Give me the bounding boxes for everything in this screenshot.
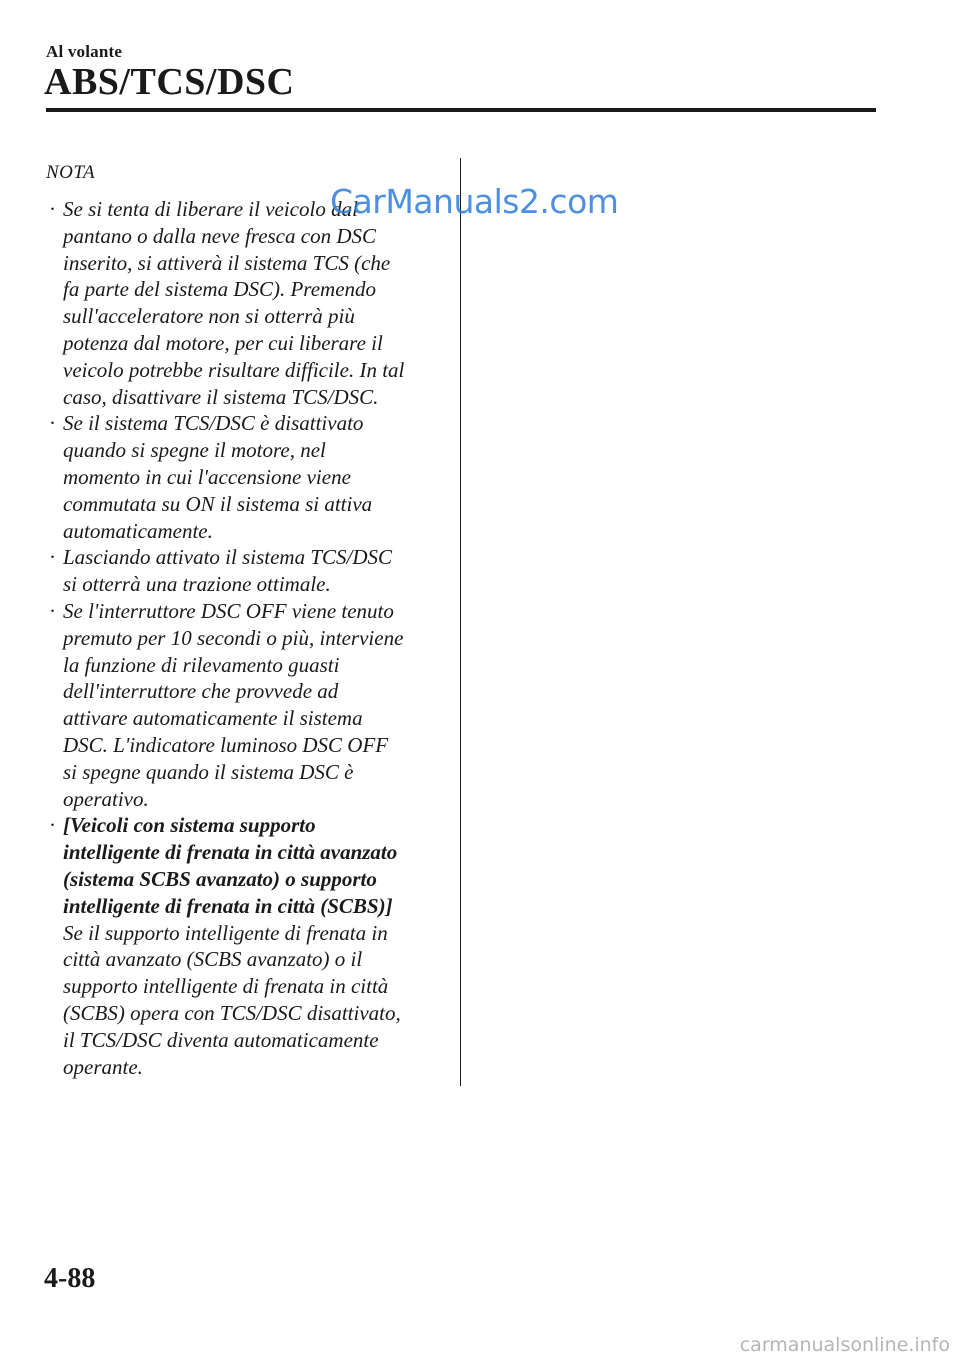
note-line: dell'interruttore che provvede ad — [63, 679, 339, 704]
note-item — [46, 196, 446, 410]
note-line-bold: [Veicoli con sistema supporto — [63, 813, 316, 838]
note-line: Se il sistema TCS/DSC è disattivato — [63, 411, 364, 436]
note-line: veicolo potrebbe risultare difficile. In tal — [63, 357, 405, 382]
column-divider — [460, 158, 461, 1086]
note-line: premuto per 10 secondi o più, interviene — [63, 625, 404, 650]
note-item — [46, 598, 446, 812]
bullet-icon: · — [49, 197, 56, 221]
note-line: caso, disattivare il sistema TCS/DSC. — [63, 384, 379, 409]
note-line: inserito, si attiverà il sistema TCS (che — [63, 250, 391, 275]
chapter-title: ABS/TCS/DSC — [44, 61, 295, 103]
note-line: si spegne quando il sistema DSC è — [63, 759, 354, 784]
note-line: sull'acceleratore non si otterrà più — [63, 304, 355, 329]
note-item — [46, 812, 446, 1080]
note-line: fa parte del sistema DSC). Premendo — [63, 277, 377, 302]
watermark-logo: CarManuals2.com — [330, 182, 619, 221]
header-rule — [46, 108, 876, 112]
page-number: 4-88 — [44, 1263, 96, 1294]
note-line: Lasciando attivato il sistema TCS/DSC — [63, 545, 393, 570]
note-line: DSC. L'indicatore luminoso DSC OFF — [63, 732, 389, 757]
note-block — [46, 160, 446, 1080]
note-label: NOTA — [46, 162, 96, 183]
note-item — [46, 544, 446, 598]
note-line: operante. — [63, 1054, 143, 1079]
note-line-bold: intelligente di frenata in città (SCBS)] — [63, 893, 393, 918]
note-line: operativo. — [63, 786, 149, 811]
note-line: quando si spegne il motore, nel — [63, 438, 326, 463]
note-list — [46, 196, 446, 1080]
note-line: pantano o dalla neve fresca con DSC — [63, 223, 377, 248]
note-line: momento in cui l'accensione viene — [63, 464, 351, 489]
note-line: supporto intelligente di frenata in città — [63, 974, 389, 999]
note-line: Se si tenta di liberare il veicolo dal — [63, 197, 358, 221]
bullet-icon: · — [49, 813, 56, 838]
note-line: il TCS/DSC diventa automaticamente — [63, 1027, 379, 1052]
note-line: Se il supporto intelligente di frenata in — [63, 920, 388, 945]
section-label: Al volante — [46, 42, 123, 61]
note-item — [46, 410, 446, 544]
note-line: (SCBS) opera con TCS/DSC disattivato, — [63, 1000, 401, 1025]
bullet-icon: · — [49, 598, 56, 623]
note-line: si otterrà una trazione ottimale. — [63, 572, 331, 597]
note-line: attivare automaticamente il sistema — [63, 706, 363, 731]
note-line-bold: intelligente di frenata in città avanzato — [63, 840, 398, 865]
footer-site-link[interactable]: carmanualsonline.info — [739, 1334, 950, 1356]
note-line: potenza dal motore, per cui liberare il — [63, 330, 383, 355]
note-line: la funzione di rilevamento guasti — [63, 652, 340, 677]
bullet-icon: · — [49, 411, 56, 436]
note-line: automaticamente. — [63, 518, 213, 543]
bullet-icon: · — [49, 545, 56, 570]
note-line: città avanzato (SCBS avanzato) o il — [63, 947, 363, 972]
note-line-bold: (sistema SCBS avanzato) o supporto — [63, 866, 377, 891]
note-line: commutata su ON il sistema si attiva — [63, 491, 373, 516]
note-line: Se l'interruttore DSC OFF viene tenuto — [63, 598, 394, 623]
